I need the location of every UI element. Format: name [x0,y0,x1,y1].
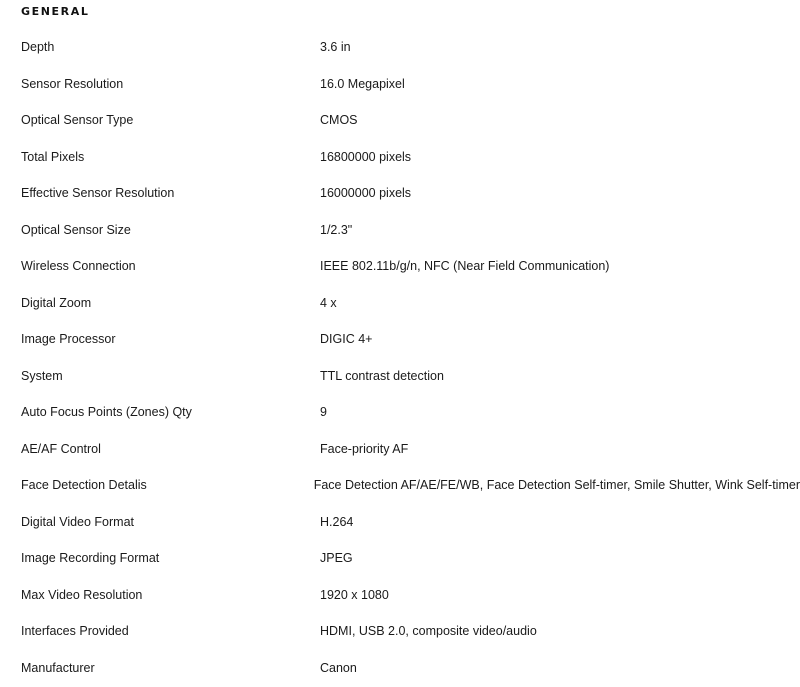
spec-value: Canon [320,660,357,675]
spec-row [0,650,800,687]
spec-row [0,467,800,504]
spec-value: DIGIC 4+ [320,332,373,346]
spec-label: Optical Sensor Type [21,113,134,127]
spec-value: 9 [320,405,327,419]
spec-value: 1920 x 1080 [320,587,389,602]
spec-table [0,29,800,686]
spec-row [0,577,800,614]
spec-label: Face Detection Detalis [21,478,147,492]
spec-label: Auto Focus Points (Zones) Qty [21,405,192,419]
spec-label: Total Pixels [21,149,85,164]
spec-value: CMOS [320,113,358,127]
spec-row [0,102,800,139]
spec-label: Image Recording Format [21,551,160,565]
spec-label: System [21,368,63,383]
spec-row [0,540,800,577]
spec-value: HDMI, USB 2.0, composite video/audio [320,624,537,638]
spec-value: 16000000 pixels [320,186,412,200]
spec-value: H.264 [320,514,354,529]
spec-row [0,358,800,395]
spec-row [0,248,800,285]
spec-label: Digital Video Format [21,514,135,529]
spec-label: Depth [21,40,55,54]
section-title: GENERAL [21,5,90,18]
spec-label: Manufacturer [21,660,95,675]
spec-label: Interfaces Provided [21,624,129,638]
spec-row [0,321,800,358]
spec-label: Image Processor [21,332,116,346]
spec-label: Sensor Resolution [21,76,124,91]
spec-value: TTL contrast detection [320,368,444,383]
spec-value: 1/2.3" [320,222,353,237]
spec-label: Max Video Resolution [21,587,143,602]
spec-label: Wireless Connection [21,259,136,273]
spec-label: AE/AF Control [21,441,101,456]
spec-row [0,613,800,650]
spec-value: Face-priority AF [320,441,409,456]
spec-row [0,29,800,66]
spec-value: 3.6 in [320,40,351,54]
spec-row [0,139,800,176]
spec-label: Optical Sensor Size [21,222,131,237]
spec-row [0,285,800,322]
spec-value: IEEE 802.11b/g/n, NFC (Near Field Communication) [320,259,610,273]
spec-value: Face Detection AF/AE/FE/WB, Face Detection Self-timer, Smile Shutter, Wink Self-timer [313,478,800,492]
spec-row [0,431,800,468]
spec-value: JPEG [320,551,353,565]
spec-label: Effective Sensor Resolution [21,186,175,200]
spec-value: 16.0 Megapixel [320,76,405,91]
spec-row [0,212,800,249]
spec-value: 16800000 pixels [320,149,412,164]
spec-row [0,66,800,103]
spec-label: Digital Zoom [21,295,92,310]
spec-row [0,175,800,212]
spec-row [0,504,800,541]
spec-row [0,394,800,431]
spec-value: 4 x [320,295,337,310]
